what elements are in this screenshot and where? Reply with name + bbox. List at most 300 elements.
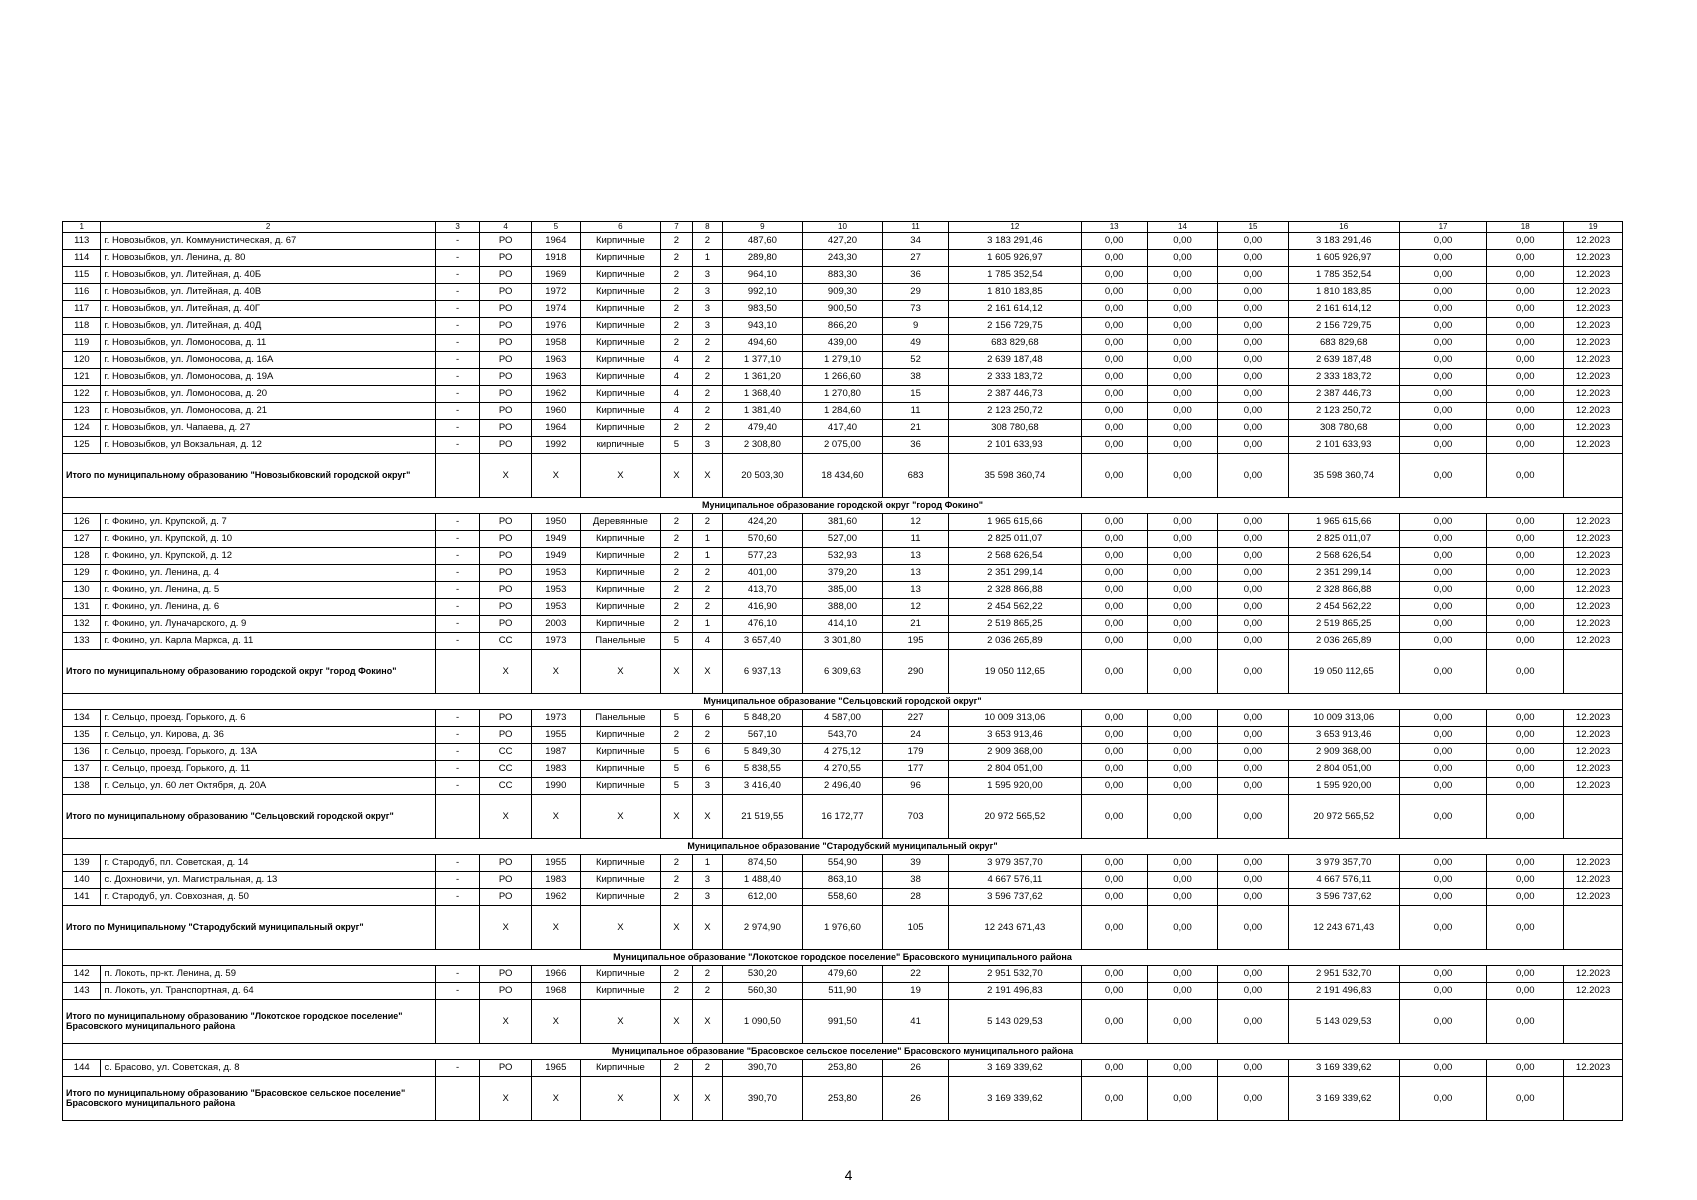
total-cell xyxy=(435,1000,480,1044)
total-cell: Х xyxy=(692,1000,722,1044)
total-row xyxy=(63,454,1623,498)
table-cell: РО xyxy=(480,514,531,531)
table-cell: 2 xyxy=(692,599,722,616)
section-title: Муниципальное образование "Стародубский муниципальный округ" xyxy=(63,839,1623,855)
table-cell: 2 xyxy=(660,514,692,531)
table-cell: 3 183 291,46 xyxy=(1288,233,1399,250)
table-cell: 0,00 xyxy=(1147,744,1217,761)
table-cell: 12.2023 xyxy=(1564,267,1623,284)
table-cell: 3 xyxy=(692,889,722,906)
table-row xyxy=(63,352,1623,369)
address-cell: г. Фокино, ул. Ленина, д. 4 xyxy=(101,565,435,582)
table-cell: - xyxy=(435,301,480,318)
table-cell: 2 xyxy=(692,1060,722,1077)
address-cell: г. Новозыбков, ул. Литейная, д. 40В xyxy=(101,284,435,301)
table-cell: 243,30 xyxy=(802,250,882,267)
table-cell: 0,00 xyxy=(1218,966,1288,983)
table-row xyxy=(63,420,1623,437)
table-cell: 3 xyxy=(692,267,722,284)
table-cell: 0,00 xyxy=(1487,1060,1564,1077)
table-cell: 12 xyxy=(883,514,949,531)
total-label: Итого по Муниципальному "Стародубский муниципальный округ" xyxy=(63,906,436,950)
table-cell: 0,00 xyxy=(1147,633,1217,650)
table-cell: 0,00 xyxy=(1487,565,1564,582)
address-cell: г. Новозыбков, ул. Ломоносова, д. 19А xyxy=(101,369,435,386)
column-number-16: 16 xyxy=(1288,222,1399,233)
table-cell: 4 xyxy=(692,633,722,650)
table-cell: 3 183 291,46 xyxy=(949,233,1081,250)
total-cell: 6 937,13 xyxy=(722,650,802,694)
table-cell: Кирпичные xyxy=(580,565,660,582)
table-cell: 0,00 xyxy=(1081,778,1147,795)
table-cell: 2 568 626,54 xyxy=(949,548,1081,565)
table-cell: 2 101 633,93 xyxy=(949,437,1081,454)
table-cell: РО xyxy=(480,966,531,983)
table-cell: 554,90 xyxy=(802,855,882,872)
address-cell: г. Новозыбков, ул. Ломоносова, д. 21 xyxy=(101,403,435,420)
table-cell: 12.2023 xyxy=(1564,599,1623,616)
table-cell: 2 036 265,89 xyxy=(949,633,1081,650)
address-cell: г. Фокино, ул. Крупской, д. 10 xyxy=(101,531,435,548)
table-cell: 0,00 xyxy=(1081,855,1147,872)
table-cell: Кирпичные xyxy=(580,301,660,318)
table-cell: 388,00 xyxy=(802,599,882,616)
table-cell: 0,00 xyxy=(1081,514,1147,531)
address-cell: г. Новозыбков, ул. Коммунистическая, д. 67 xyxy=(101,233,435,250)
table-cell: 0,00 xyxy=(1147,582,1217,599)
table-cell: 122 xyxy=(63,386,101,403)
total-label: Итого по муниципальному образованию "Локотское городское поселение" Брасовского муниципального района xyxy=(63,1000,436,1044)
total-cell xyxy=(435,650,480,694)
table-cell: 0,00 xyxy=(1081,633,1147,650)
table-cell: 2 825 011,07 xyxy=(1288,531,1399,548)
table-cell: 1969 xyxy=(531,267,580,284)
table-cell: 381,60 xyxy=(802,514,882,531)
total-cell xyxy=(1564,650,1623,694)
table-cell: 12.2023 xyxy=(1564,1060,1623,1077)
table-cell: 0,00 xyxy=(1487,761,1564,778)
table-cell: - xyxy=(435,761,480,778)
table-cell: 12.2023 xyxy=(1564,855,1623,872)
page-number: 4 xyxy=(844,1167,853,1183)
table-cell: 1 381,40 xyxy=(722,403,802,420)
table-cell: 1 785 352,54 xyxy=(1288,267,1399,284)
table-cell: 12.2023 xyxy=(1564,301,1623,318)
table-cell: - xyxy=(435,403,480,420)
table-cell: 10 009 313,06 xyxy=(949,710,1081,727)
table-cell: 2 156 729,75 xyxy=(949,318,1081,335)
table-cell: 1 810 183,85 xyxy=(949,284,1081,301)
total-cell: 12 243 671,43 xyxy=(949,906,1081,950)
table-cell: 0,00 xyxy=(1399,403,1487,420)
table-cell: 2 387 446,73 xyxy=(949,386,1081,403)
address-cell: п. Локоть, пр-кт. Ленина, д. 59 xyxy=(101,966,435,983)
table-cell: 73 xyxy=(883,301,949,318)
table-cell: 1983 xyxy=(531,872,580,889)
table-cell: 0,00 xyxy=(1487,352,1564,369)
table-cell: 2 xyxy=(660,284,692,301)
table-cell: 253,80 xyxy=(802,1060,882,1077)
table-cell: 132 xyxy=(63,616,101,633)
table-cell: 943,10 xyxy=(722,318,802,335)
total-cell: Х xyxy=(660,795,692,839)
table-cell: 11 xyxy=(883,403,949,420)
section-header-row xyxy=(63,694,1623,710)
address-cell: г. Новозыбков, ул. Чапаева, д. 27 xyxy=(101,420,435,437)
table-cell: 1955 xyxy=(531,727,580,744)
table-cell: РО xyxy=(480,335,531,352)
table-cell: 6 xyxy=(692,710,722,727)
table-cell: 12.2023 xyxy=(1564,386,1623,403)
table-cell: 0,00 xyxy=(1218,710,1288,727)
table-cell: 0,00 xyxy=(1218,233,1288,250)
table-cell: 570,60 xyxy=(722,531,802,548)
table-cell: 0,00 xyxy=(1399,565,1487,582)
table-cell: 2 123 250,72 xyxy=(949,403,1081,420)
total-row xyxy=(63,1077,1623,1121)
table-row xyxy=(63,565,1623,582)
table-cell: 0,00 xyxy=(1081,565,1147,582)
table-cell: Кирпичные xyxy=(580,403,660,420)
total-cell: Х xyxy=(531,454,580,498)
total-cell: Х xyxy=(692,906,722,950)
table-cell: 0,00 xyxy=(1147,548,1217,565)
table-cell: 0,00 xyxy=(1487,744,1564,761)
address-cell: г. Сельцо, ул. Кирова, д. 36 xyxy=(101,727,435,744)
table-row xyxy=(63,966,1623,983)
table-cell: 0,00 xyxy=(1399,761,1487,778)
table-cell: 0,00 xyxy=(1399,855,1487,872)
table-cell: 4 587,00 xyxy=(802,710,882,727)
table-cell: 0,00 xyxy=(1147,250,1217,267)
table-cell: - xyxy=(435,267,480,284)
table-cell: 0,00 xyxy=(1487,267,1564,284)
table-cell: 2 496,40 xyxy=(802,778,882,795)
table-cell: 427,20 xyxy=(802,233,882,250)
total-cell: 105 xyxy=(883,906,949,950)
address-cell: г. Фокино, ул. Крупской, д. 7 xyxy=(101,514,435,531)
table-cell: Кирпичные xyxy=(580,761,660,778)
table-cell: 1953 xyxy=(531,599,580,616)
total-cell xyxy=(435,906,480,950)
total-cell: Х xyxy=(580,1000,660,1044)
table-cell: 136 xyxy=(63,744,101,761)
table-cell: 0,00 xyxy=(1487,983,1564,1000)
table-cell: РО xyxy=(480,233,531,250)
table-cell: 0,00 xyxy=(1081,267,1147,284)
table-cell: 385,00 xyxy=(802,582,882,599)
address-cell: г. Сельцо, проезд. Горького, д. 11 xyxy=(101,761,435,778)
table-cell: Кирпичные xyxy=(580,531,660,548)
table-cell: 874,50 xyxy=(722,855,802,872)
table-cell: 12.2023 xyxy=(1564,582,1623,599)
table-cell: 0,00 xyxy=(1147,369,1217,386)
table-cell: 1 xyxy=(692,855,722,872)
table-cell: 3 xyxy=(692,301,722,318)
table-cell: РО xyxy=(480,872,531,889)
section-header-row xyxy=(63,498,1623,514)
address-cell: г. Новозыбков, ул. Ломоносова, д. 16А xyxy=(101,352,435,369)
table-cell: - xyxy=(435,855,480,872)
total-cell: 16 172,77 xyxy=(802,795,882,839)
table-cell: 0,00 xyxy=(1399,744,1487,761)
table-row xyxy=(63,599,1623,616)
address-cell: с. Брасово, ул. Советская, д. 8 xyxy=(101,1060,435,1077)
table-cell: 0,00 xyxy=(1147,531,1217,548)
column-number-17: 17 xyxy=(1399,222,1487,233)
table-cell: Кирпичные xyxy=(580,727,660,744)
table-cell: - xyxy=(435,582,480,599)
total-cell xyxy=(1564,795,1623,839)
table-cell: 0,00 xyxy=(1147,761,1217,778)
table-cell: 129 xyxy=(63,565,101,582)
column-number-7: 7 xyxy=(660,222,692,233)
table-cell: 2 387 446,73 xyxy=(1288,386,1399,403)
table-cell: 992,10 xyxy=(722,284,802,301)
table-cell: 683 829,68 xyxy=(1288,335,1399,352)
table-cell: 0,00 xyxy=(1399,250,1487,267)
table-cell: 1953 xyxy=(531,582,580,599)
table-cell: 12.2023 xyxy=(1564,420,1623,437)
table-cell: РО xyxy=(480,301,531,318)
table-cell: 12.2023 xyxy=(1564,514,1623,531)
table-cell: 2 xyxy=(660,1060,692,1077)
table-row xyxy=(63,369,1623,386)
table-cell: 0,00 xyxy=(1081,983,1147,1000)
table-cell: 12.2023 xyxy=(1564,710,1623,727)
table-cell: 0,00 xyxy=(1399,369,1487,386)
table-cell: 0,00 xyxy=(1218,531,1288,548)
table-row xyxy=(63,403,1623,420)
table-cell: 0,00 xyxy=(1399,582,1487,599)
table-cell: 5 848,20 xyxy=(722,710,802,727)
table-cell: 289,80 xyxy=(722,250,802,267)
table-cell: 1974 xyxy=(531,301,580,318)
table-cell: 0,00 xyxy=(1487,889,1564,906)
total-cell: 0,00 xyxy=(1081,1077,1147,1121)
table-cell: - xyxy=(435,318,480,335)
total-cell: 0,00 xyxy=(1218,1077,1288,1121)
table-cell: Кирпичные xyxy=(580,616,660,633)
total-cell: Х xyxy=(660,650,692,694)
table-cell: 12.2023 xyxy=(1564,616,1623,633)
table-cell: Деревянные xyxy=(580,514,660,531)
table-cell: РО xyxy=(480,710,531,727)
table-cell: 1966 xyxy=(531,966,580,983)
total-label: Итого по муниципальному образованию "Брасовское сельское поселение" Брасовского муниципального района xyxy=(63,1077,436,1121)
table-cell: 0,00 xyxy=(1399,318,1487,335)
table-cell: Кирпичные xyxy=(580,983,660,1000)
table-cell: 479,40 xyxy=(722,420,802,437)
table-cell: РО xyxy=(480,599,531,616)
table-cell: - xyxy=(435,1060,480,1077)
table-cell: 2 xyxy=(660,616,692,633)
table-cell: 0,00 xyxy=(1147,301,1217,318)
total-cell: 3 169 339,62 xyxy=(949,1077,1081,1121)
table-cell: 0,00 xyxy=(1081,727,1147,744)
table-cell: 2 xyxy=(692,352,722,369)
table-cell: 5 xyxy=(660,633,692,650)
column-number-9: 9 xyxy=(722,222,802,233)
column-number-5: 5 xyxy=(531,222,580,233)
table-cell: 0,00 xyxy=(1218,599,1288,616)
table-cell: 2 xyxy=(660,233,692,250)
table-cell: 0,00 xyxy=(1218,369,1288,386)
table-cell: 1965 xyxy=(531,1060,580,1077)
table-cell: 0,00 xyxy=(1081,548,1147,565)
table-cell: 2 909 368,00 xyxy=(949,744,1081,761)
table-cell: 0,00 xyxy=(1487,727,1564,744)
table-cell: 1 266,60 xyxy=(802,369,882,386)
table-cell: 379,20 xyxy=(802,565,882,582)
table-cell: 4 xyxy=(660,369,692,386)
table-cell: 2 568 626,54 xyxy=(1288,548,1399,565)
table-cell: 24 xyxy=(883,727,949,744)
total-cell: Х xyxy=(580,906,660,950)
table-row xyxy=(63,983,1623,1000)
table-cell: 0,00 xyxy=(1487,855,1564,872)
column-number-12: 12 xyxy=(949,222,1081,233)
total-cell: 0,00 xyxy=(1147,1000,1217,1044)
table-cell: 12.2023 xyxy=(1564,403,1623,420)
table-cell: - xyxy=(435,369,480,386)
table-cell: 0,00 xyxy=(1399,437,1487,454)
table-cell: 2 xyxy=(692,582,722,599)
table-cell: 0,00 xyxy=(1218,744,1288,761)
table-cell: 424,20 xyxy=(722,514,802,531)
table-cell: Кирпичные xyxy=(580,548,660,565)
address-cell: г. Фокино, ул. Луначарского, д. 9 xyxy=(101,616,435,633)
table-cell: 0,00 xyxy=(1218,889,1288,906)
table-cell: 0,00 xyxy=(1399,983,1487,1000)
table-cell: Кирпичные xyxy=(580,599,660,616)
table-cell: 0,00 xyxy=(1147,267,1217,284)
table-cell: 0,00 xyxy=(1487,386,1564,403)
table-row xyxy=(63,1060,1623,1077)
table-cell: Кирпичные xyxy=(580,855,660,872)
table-cell: 1 595 920,00 xyxy=(1288,778,1399,795)
table-cell: 3 979 357,70 xyxy=(949,855,1081,872)
table-cell: 3 xyxy=(692,872,722,889)
table-cell: 2 xyxy=(692,233,722,250)
total-cell: 0,00 xyxy=(1081,1000,1147,1044)
table-cell: 0,00 xyxy=(1081,386,1147,403)
table-cell: 119 xyxy=(63,335,101,352)
table-cell: 2 xyxy=(660,983,692,1000)
table-cell: - xyxy=(435,514,480,531)
table-cell: 2 156 729,75 xyxy=(1288,318,1399,335)
table-cell: 29 xyxy=(883,284,949,301)
table-cell: 2 xyxy=(660,889,692,906)
table-cell: 1968 xyxy=(531,983,580,1000)
table-cell: 0,00 xyxy=(1399,301,1487,318)
table-cell: 0,00 xyxy=(1399,284,1487,301)
table-row xyxy=(63,889,1623,906)
column-number-header xyxy=(63,222,1623,233)
table-cell: 0,00 xyxy=(1081,744,1147,761)
table-cell: 13 xyxy=(883,548,949,565)
table-cell: 0,00 xyxy=(1147,514,1217,531)
table-cell: 12.2023 xyxy=(1564,633,1623,650)
column-number-4: 4 xyxy=(480,222,531,233)
total-cell: 0,00 xyxy=(1218,906,1288,950)
table-cell: 0,00 xyxy=(1147,233,1217,250)
table-cell: 141 xyxy=(63,889,101,906)
address-cell: п. Локоть, ул. Транспортная, д. 64 xyxy=(101,983,435,1000)
table-cell: 0,00 xyxy=(1147,284,1217,301)
table-cell: 134 xyxy=(63,710,101,727)
table-cell: 1 xyxy=(692,250,722,267)
total-cell: Х xyxy=(580,795,660,839)
table-cell: РО xyxy=(480,855,531,872)
table-cell: РО xyxy=(480,386,531,403)
table-cell: Кирпичные xyxy=(580,1060,660,1077)
table-cell: 2 xyxy=(660,531,692,548)
table-cell: 2 951 532,70 xyxy=(949,966,1081,983)
table-cell: 0,00 xyxy=(1147,855,1217,872)
table-cell: 12.2023 xyxy=(1564,437,1623,454)
address-cell: с. Дохновичи, ул. Магистральная, д. 13 xyxy=(101,872,435,889)
table-cell: 1 284,60 xyxy=(802,403,882,420)
table-cell: 1 595 920,00 xyxy=(949,778,1081,795)
table-cell: 543,70 xyxy=(802,727,882,744)
table-cell: РО xyxy=(480,250,531,267)
table-cell: 1972 xyxy=(531,284,580,301)
table-cell: Кирпичные xyxy=(580,284,660,301)
total-cell: 0,00 xyxy=(1218,454,1288,498)
table-cell: 12.2023 xyxy=(1564,727,1623,744)
table-row xyxy=(63,744,1623,761)
table-cell: 390,70 xyxy=(722,1060,802,1077)
table-cell: 0,00 xyxy=(1487,335,1564,352)
table-cell: 0,00 xyxy=(1147,889,1217,906)
table-cell: Панельные xyxy=(580,710,660,727)
table-cell: РО xyxy=(480,352,531,369)
total-cell: 6 309,63 xyxy=(802,650,882,694)
table-cell: 2 xyxy=(692,565,722,582)
table-cell: 0,00 xyxy=(1081,284,1147,301)
table-cell: 0,00 xyxy=(1218,565,1288,582)
table-cell: 2 123 250,72 xyxy=(1288,403,1399,420)
table-cell: 19 xyxy=(883,983,949,1000)
table-cell: 1962 xyxy=(531,889,580,906)
table-cell: 0,00 xyxy=(1218,616,1288,633)
total-cell: 0,00 xyxy=(1218,795,1288,839)
total-cell: 0,00 xyxy=(1487,454,1564,498)
total-cell: 19 050 112,65 xyxy=(949,650,1081,694)
column-number-2: 2 xyxy=(101,222,435,233)
table-cell: 133 xyxy=(63,633,101,650)
table-cell: 0,00 xyxy=(1487,369,1564,386)
table-cell: 15 xyxy=(883,386,949,403)
table-cell: 0,00 xyxy=(1218,872,1288,889)
total-cell: 0,00 xyxy=(1399,795,1487,839)
table-cell: 0,00 xyxy=(1081,335,1147,352)
total-cell: 26 xyxy=(883,1077,949,1121)
register-sheet xyxy=(62,221,1623,1121)
total-cell: 683 xyxy=(883,454,949,498)
table-cell: 2 351 299,14 xyxy=(949,565,1081,582)
table-cell: - xyxy=(435,437,480,454)
housing-register-table xyxy=(62,221,1623,1121)
table-cell: 2 519 865,25 xyxy=(949,616,1081,633)
table-cell: 52 xyxy=(883,352,949,369)
table-cell: 2 xyxy=(692,369,722,386)
table-cell: 0,00 xyxy=(1081,420,1147,437)
total-cell: 0,00 xyxy=(1218,1000,1288,1044)
table-cell: 38 xyxy=(883,369,949,386)
column-number-11: 11 xyxy=(883,222,949,233)
